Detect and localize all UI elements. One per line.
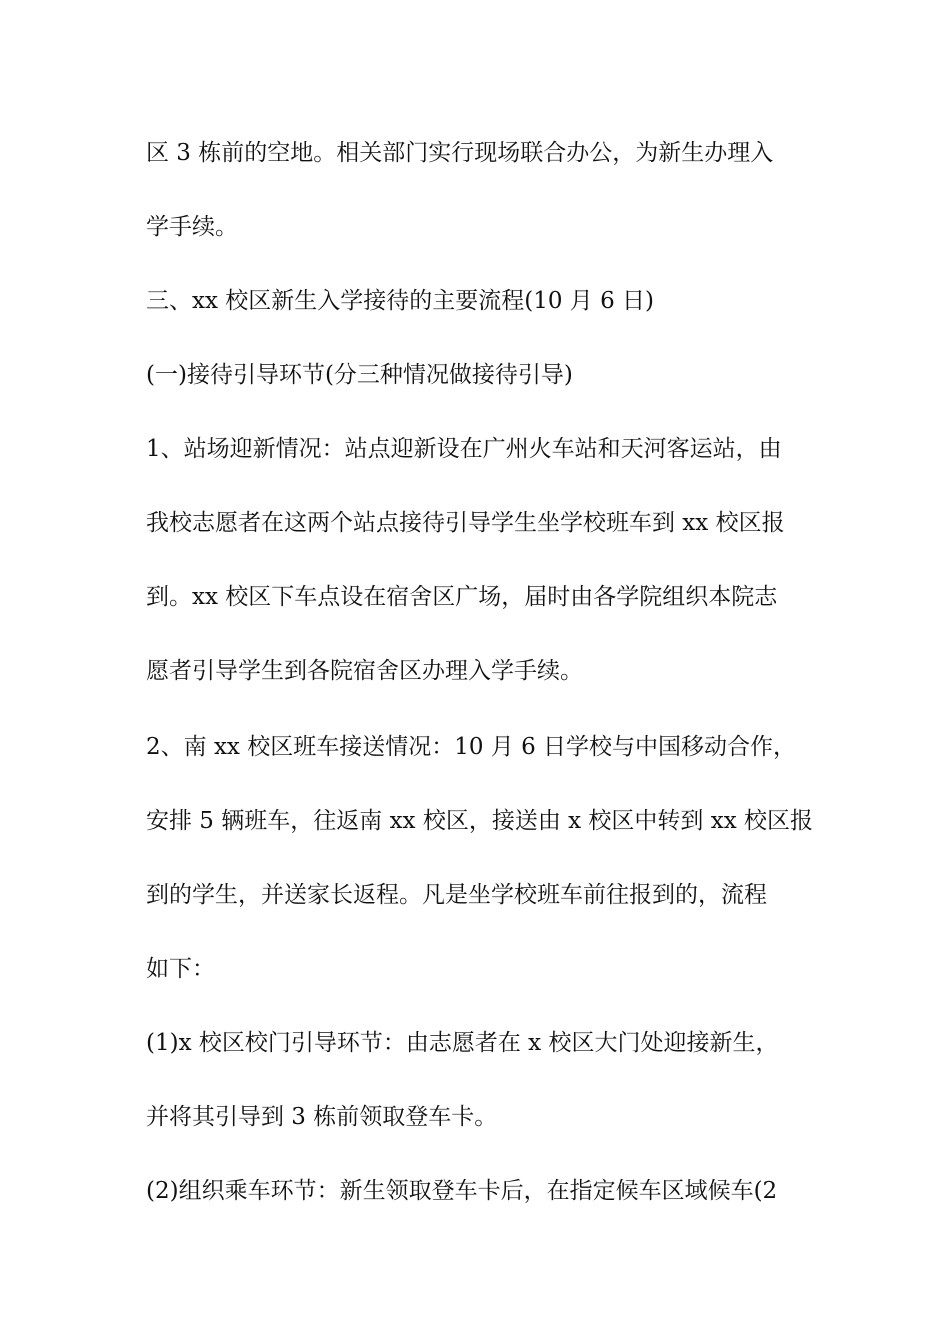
paragraph-line: 2、南 xx 校区班车接送情况：10 月 6 日学校与中国移动合作， [146, 734, 797, 760]
paragraph-line: 安排 5 辆班车，往返南 xx 校区，接送由 x 校区中转到 xx 校区报 [146, 808, 813, 834]
paragraph-line: 到的学生，并送家长返程。凡是坐学校班车前往报到的，流程 [146, 882, 767, 908]
paragraph-line: 我校志愿者在这两个站点接待引导学生坐学校班车到 xx 校区报 [146, 510, 785, 536]
section-heading: 三、xx 校区新生入学接待的主要流程(10 月 6 日) [146, 288, 655, 314]
subsection-heading: (一)接待引导环节(分三种情况做接待引导) [146, 362, 573, 388]
paragraph-line: 区 3 栋前的空地。相关部门实行现场联合办公，为新生办理入 [146, 140, 774, 166]
paragraph-line: 愿者引导学生到各院宿舍区办理入学手续。 [146, 658, 583, 684]
paragraph-line: 学手续。 [146, 214, 238, 240]
paragraph-line: 到。xx 校区下车点设在宿舍区广场，届时由各学院组织本院志 [146, 584, 778, 610]
paragraph-line: (2)组织乘车环节：新生领取登车卡后，在指定候车区域候车(2 [146, 1178, 778, 1204]
paragraph-line: 如下： [146, 956, 215, 982]
paragraph-line: 1、站场迎新情况：站点迎新设在广州火车站和天河客运站，由 [146, 436, 782, 462]
paragraph-line: (1)x 校区校门引导环节：由志愿者在 x 校区大门处迎接新生， [146, 1030, 779, 1056]
paragraph-line: 并将其引导到 3 栋前领取登车卡。 [146, 1104, 498, 1130]
